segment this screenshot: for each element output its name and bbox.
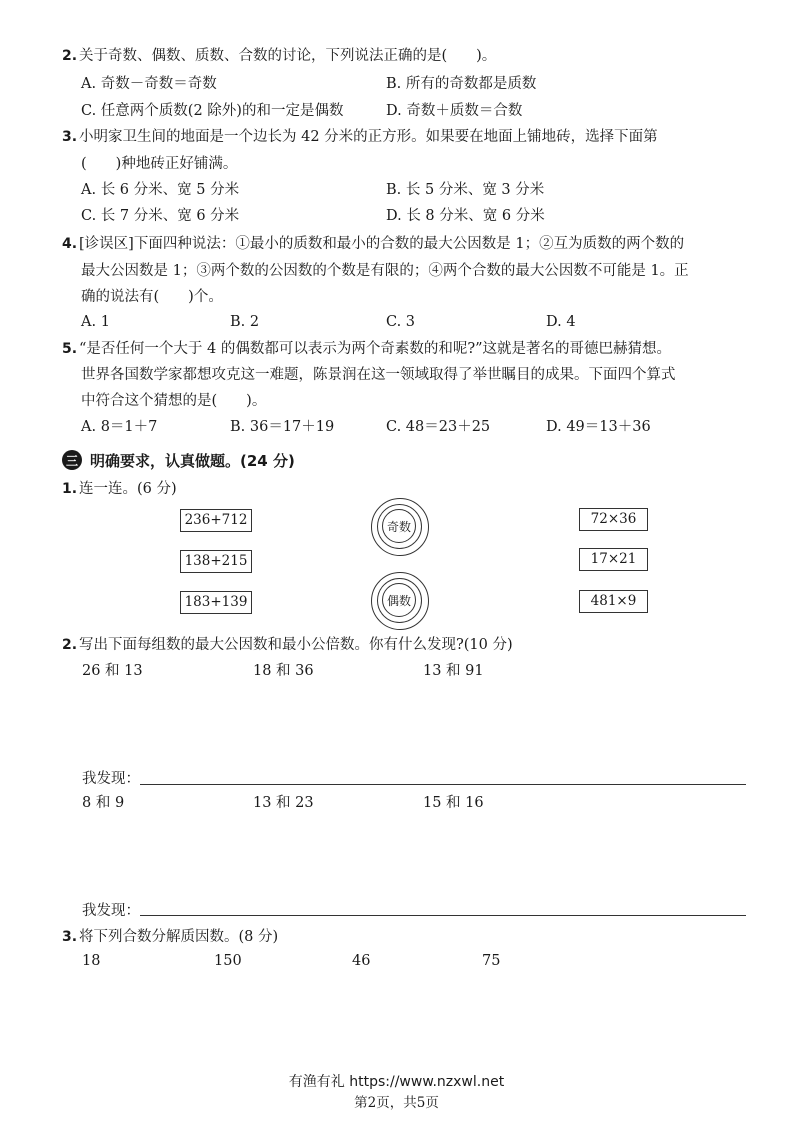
q2-number: 2. [62, 48, 78, 64]
q3-option-d: D. 长 8 分米、宽 6 分米 [386, 208, 545, 224]
section-title: 明确要求，认真做题。(24 分) [90, 451, 295, 470]
q5-option-a: A. 8＝1＋7 [81, 419, 158, 435]
odd-number-circle[interactable] [371, 498, 429, 556]
q4-stem-line1: [诊误区]下面四种说法：①最小的质数和最小的合数的最大公因数是 1；②互为质数的两个数的 [79, 236, 685, 252]
q2-option-d: D. 奇数＋质数＝合数 [386, 103, 523, 119]
discovery-label: 我发现： [82, 903, 140, 919]
q2-option-b: B. 所有的奇数都是质数 [386, 76, 537, 92]
section-number-badge: 三 [62, 450, 82, 470]
composite-number: 150 [214, 953, 242, 969]
left-expression-box[interactable]: 183+139 [180, 591, 252, 614]
left-expression-box[interactable]: 138+215 [180, 550, 252, 573]
p1-title: 连一连。(6 分) [79, 481, 177, 497]
even-number-circle[interactable] [371, 572, 429, 630]
discovery-answer-line[interactable] [140, 915, 746, 916]
composite-number: 75 [482, 953, 501, 969]
number-pair: 13 和 91 [423, 663, 484, 679]
q5-option-c: C. 48＝23＋25 [386, 419, 491, 435]
page-number: 第2页，共5页 [354, 1095, 439, 1111]
q2-stem: 关于奇数、偶数、质数、合数的讨论，下列说法正确的是( )。 [79, 48, 497, 64]
p3-title: 将下列合数分解质因数。(8 分) [79, 929, 279, 945]
number-pair: 26 和 13 [82, 663, 143, 679]
right-expression-box[interactable]: 72×36 [579, 508, 648, 531]
q4-stem-line2: 最大公因数是 1；③两个数的公因数的个数是有限的；④两个合数的最大公因数不可能是 1。正 [81, 263, 689, 279]
q3-number: 3. [62, 129, 78, 145]
q5-stem-line3: 中符合这个猜想的是( )。 [81, 393, 267, 409]
q4-stem-line3: 确的说法有( )个。 [81, 289, 223, 305]
number-pair: 8 和 9 [82, 795, 125, 811]
q5-stem-line2: 世界各国数学家都想攻克这一难题，陈景润在这一领域取得了举世瞩目的成果。下面四个算式 [81, 367, 676, 383]
right-expression-box[interactable]: 17×21 [579, 548, 648, 571]
composite-number: 18 [82, 953, 101, 969]
p3-number: 3. [62, 929, 78, 945]
q2-option-c: C. 任意两个质数(2 除外)的和一定是偶数 [81, 103, 344, 119]
odd-label: 奇数 [382, 509, 416, 543]
q5-stem-line1: “是否任何一个大于 4 的偶数都可以表示为两个奇素数的和呢?”这就是著名的哥德巴赫猜想。 [79, 341, 672, 357]
number-pair: 15 和 16 [423, 795, 484, 811]
q5-option-b: B. 36＝17＋19 [230, 419, 335, 435]
q5-option-d: D. 49＝13＋36 [546, 419, 651, 435]
q3-stem-line1: 小明家卫生间的地面是一个边长为 42 分米的正方形。如果要在地面上铺地砖，选择下面第 [79, 129, 658, 145]
discovery-answer-line[interactable] [140, 784, 746, 785]
q4-number: 4. [62, 236, 78, 252]
number-pair: 18 和 36 [253, 663, 314, 679]
q3-option-c: C. 长 7 分米、宽 6 分米 [81, 208, 240, 224]
q4-option-a: A. 1 [81, 314, 110, 330]
left-expression-box[interactable]: 236+712 [180, 509, 252, 532]
p2-number: 2. [62, 637, 78, 653]
q5-number: 5. [62, 341, 78, 357]
discovery-label: 我发现： [82, 771, 140, 787]
q3-option-b: B. 长 5 分米、宽 3 分米 [386, 182, 545, 198]
composite-number: 46 [352, 953, 371, 969]
q4-option-b: B. 2 [230, 314, 260, 330]
number-pair: 13 和 23 [253, 795, 314, 811]
q4-option-c: C. 3 [386, 314, 416, 330]
p2-title: 写出下面每组数的最大公因数和最小公倍数。你有什么发现?(10 分) [79, 637, 513, 653]
right-expression-box[interactable]: 481×9 [579, 590, 648, 613]
q4-option-d: D. 4 [546, 314, 576, 330]
q2-option-a: A. 奇数－奇数＝奇数 [81, 76, 217, 92]
q3-option-a: A. 长 6 分米、宽 5 分米 [81, 182, 240, 198]
watermark-text: 有渔有礼 https://www.nzxwl.net [288, 1074, 505, 1090]
p1-number: 1. [62, 481, 78, 497]
even-label: 偶数 [382, 583, 416, 617]
q3-stem-line2: ( )种地砖正好铺满。 [81, 156, 238, 172]
section-3-header [62, 449, 295, 471]
